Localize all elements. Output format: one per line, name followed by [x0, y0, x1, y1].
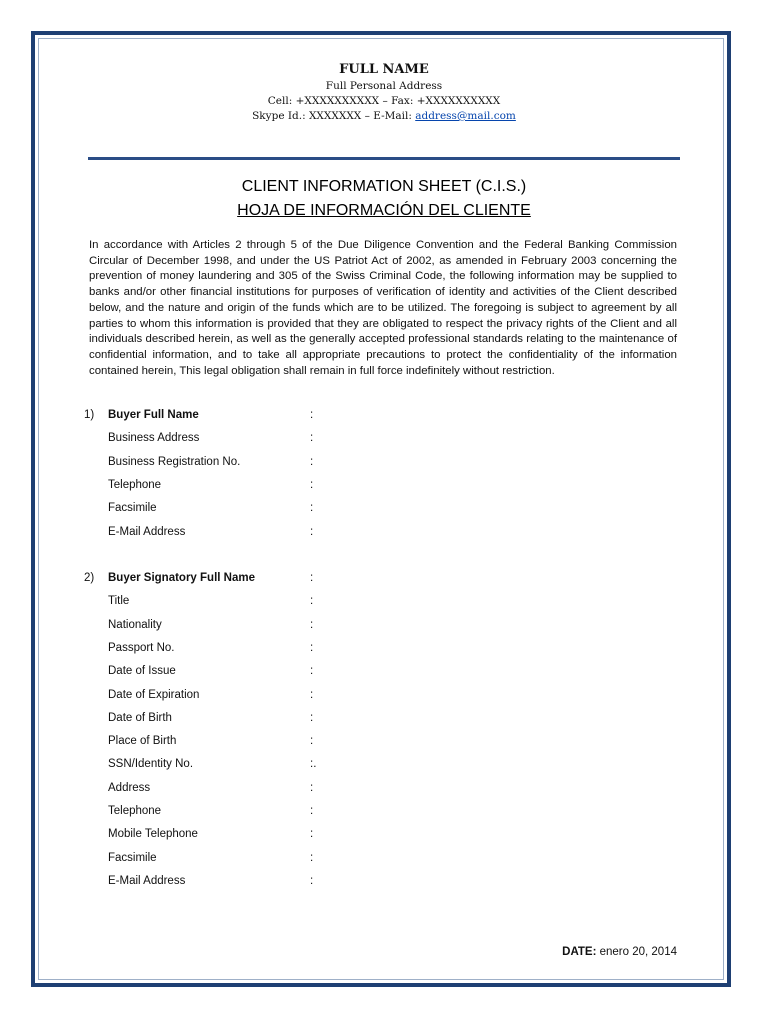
field-separator: : [310, 455, 314, 468]
sender-skype-email [0, 110, 768, 122]
title-english: CLIENT INFORMATION SHEET (C.I.S.) [241, 178, 527, 195]
field-separator: : [310, 409, 314, 421]
field-label: E-Mail Address [108, 874, 186, 887]
intro-paragraph: In accordance with Articles 2 through 5 of the Due Diligence Convention and the Federal Banking Commission Circular of December 1998, and under the US Patriot Act of 2002, as amended in February 2003 concerning the prevention of money laundering and 305 of the Swiss Criminal Code, the following information may be supplied to banks and/or other financial institutions for purposes of verification of identity and activities of the Client described below, and the nature and origin of the funds which are to be utilized. The foregoing is subject to agreement by all parties to whom this information is provided that they are obligated to respect the privacy rights of the Client and all individuals described herein, as well as the generally accepted professional standards relating to the maintenance of confidential information, and to take all appropriate precautions to protect the confidentiality of the information contained herein, This legal obligation shall remain in full force indefinitely without restriction. [89, 239, 677, 377]
field-separator: : [310, 572, 314, 584]
field-separator: : [310, 828, 314, 841]
field-label: Buyer Signatory Full Name [108, 572, 255, 584]
field-separator: : [310, 851, 314, 864]
field-label: Place of Birth [108, 735, 177, 748]
date-label: DATE: [562, 946, 597, 958]
field-label: Mobile Telephone [108, 828, 198, 841]
field-label: Business Address [108, 432, 200, 445]
section-number: 2) [84, 572, 95, 584]
date-value: enero 20, 2014 [599, 946, 677, 958]
field-separator: : [310, 711, 314, 724]
field-label: E-Mail Address [108, 525, 186, 538]
field-label: Buyer Full Name [108, 409, 199, 421]
email-link[interactable]: address@mail.com [415, 110, 516, 122]
field-label: Date of Issue [108, 665, 176, 678]
field-label: SSN/Identity No. [108, 758, 194, 771]
field-label: Business Registration No. [108, 455, 241, 468]
field-label: Passport No. [108, 641, 175, 654]
field-separator: : [310, 502, 314, 515]
field-label: Facsimile [108, 502, 157, 515]
field-separator: : [310, 805, 314, 817]
field-separator: : [310, 874, 314, 887]
field-label: Facsimile [108, 851, 157, 864]
title-spanish: HOJA DE INFORMACIÓN DEL CLIENTE [237, 202, 531, 219]
field-separator: : [310, 665, 314, 678]
section-number: 1) [84, 409, 95, 421]
sender-address: Full Personal Address [325, 80, 443, 92]
field-separator: : [310, 641, 314, 654]
field-separator: : [310, 595, 314, 608]
sender-phone-fax: Cell: +XXXXXXXXXX – Fax: +XXXXXXXXXX [267, 95, 501, 107]
header-divider [88, 157, 680, 160]
field-label: Nationality [108, 618, 162, 631]
sender-name: FULL NAME [339, 62, 429, 77]
field-label: Date of Birth [108, 711, 172, 724]
field-label: Title [108, 595, 130, 608]
field-separator: : [310, 781, 314, 794]
skype-label: Skype Id.: XXXXXXX – E-Mail: [252, 110, 416, 122]
field-label: Telephone [108, 478, 162, 491]
field-separator: : [310, 688, 314, 701]
document-date [562, 946, 677, 958]
field-separator: :. [310, 758, 317, 771]
field-separator: : [310, 432, 314, 445]
field-separator: : [310, 478, 314, 491]
field-label: Address [108, 781, 151, 794]
field-label: Telephone [108, 805, 162, 817]
field-label: Date of Expiration [108, 688, 200, 701]
field-separator: : [310, 735, 314, 748]
field-separator: : [310, 618, 314, 631]
field-separator: : [310, 525, 314, 538]
